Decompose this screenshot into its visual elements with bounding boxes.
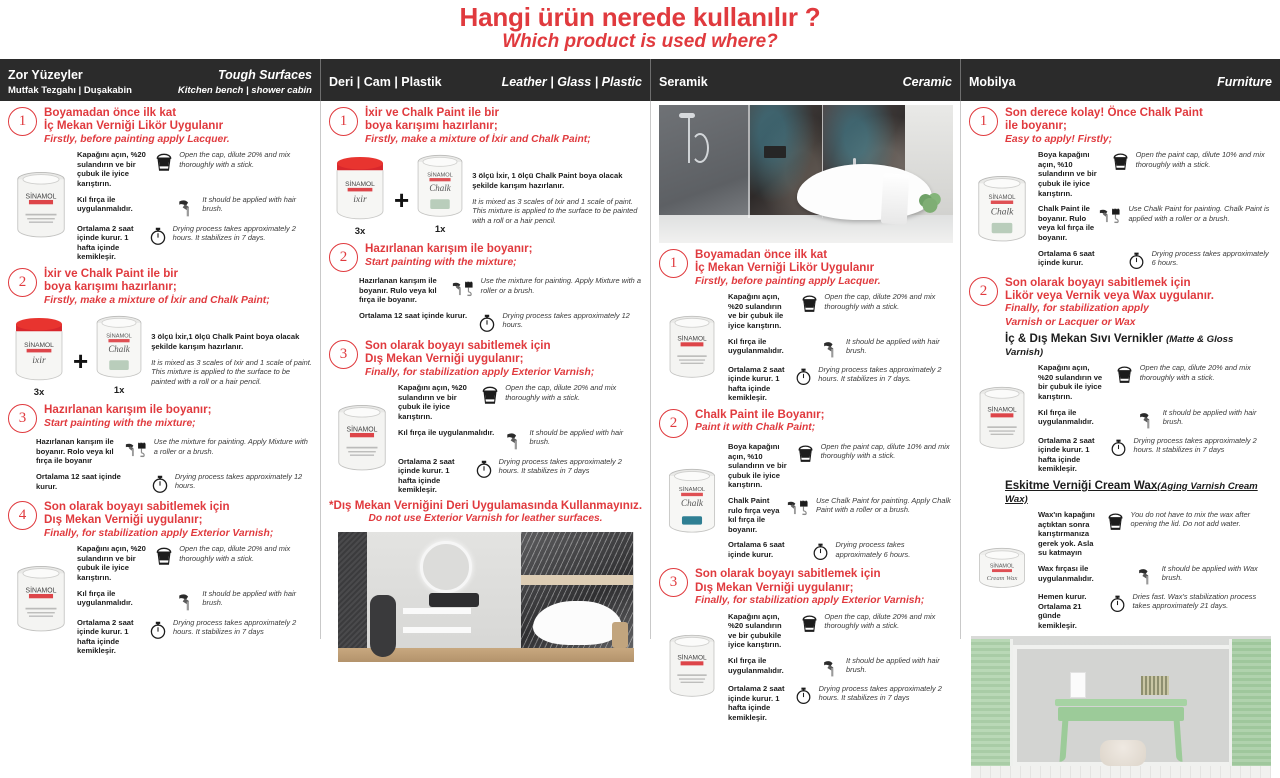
paint-brush-icon bbox=[172, 589, 202, 612]
instruction-line bbox=[77, 150, 312, 188]
column-furniture bbox=[960, 101, 1280, 639]
step-title-tr: Hazırlanan karışım ile boyanır; bbox=[44, 403, 212, 417]
step-title-tr-2: İç Mekan Verniği Likör Uygulanır bbox=[44, 119, 224, 133]
instruction-tr: Kapağını açın, %20 sulandırın ve bir çubuk ile iyice karıştırın. bbox=[77, 544, 146, 582]
instruction-tr: Kapağını açın, %20 sulandırın ve bir çubuk ile iyice karıştırın. bbox=[1038, 363, 1103, 401]
paint-brush-icon bbox=[1132, 564, 1162, 586]
instruction-tr: Hazırlanan karışım ile boyanır. Rolo veya kıl fırça ile boyanır bbox=[36, 437, 114, 466]
step-block bbox=[321, 237, 650, 334]
instruction-en: Open the cap, dilute 20% and mix thoroughly with a stick. bbox=[179, 544, 291, 563]
step-block bbox=[651, 562, 960, 722]
instruction-en: It should be applied with Wax brush. bbox=[1161, 563, 1258, 583]
roller-brush-icon bbox=[1098, 204, 1128, 227]
instruction-tr: Ortalama 6 saat içinde kurur. bbox=[728, 540, 785, 559]
paint-can-varnish-icon bbox=[331, 383, 393, 495]
step-number: 2 bbox=[969, 277, 998, 306]
instruction-en: Drying process takes approximately 2 hours. It stabilizes in 7 days bbox=[498, 456, 622, 475]
instruction-tr: Boya kapağını açın, %10 sulandırın ve bir çubuk ile iyice karıştırın. bbox=[1038, 150, 1097, 198]
step-title-tr: Son olarak boyayı sabitlemek için bbox=[695, 567, 881, 581]
step-title-en: Start painting with the mixture; bbox=[44, 417, 196, 429]
step-title-tr-2: Dış Mekan Verniği uygulanır; bbox=[695, 580, 854, 594]
wax-tin-icon bbox=[971, 510, 1033, 630]
instruction-en: Drying process takes approximately 2 hours. It stabilizes in 7 days bbox=[1133, 435, 1257, 454]
warning-note bbox=[321, 495, 650, 527]
instruction-en: Dries fast. Wax's stabilization process takes approximately 21 days. bbox=[1132, 591, 1257, 611]
stopwatch-icon bbox=[806, 540, 836, 562]
instruction-tr: Kıl fırça ile uygulanmalıdır. bbox=[398, 427, 495, 437]
column-tough-surfaces bbox=[0, 101, 320, 656]
ixir-jar-icon bbox=[10, 310, 68, 398]
instruction-line bbox=[728, 365, 952, 403]
instruction-en: Use the mixture for painting. Apply Mixture with a roller or a brush. bbox=[480, 276, 641, 295]
columns-container bbox=[0, 101, 1280, 722]
header-tr-sub: Mutfak Tezgahı | Duşakabin bbox=[8, 85, 132, 96]
instruction-line bbox=[728, 442, 952, 490]
header-column-furniture bbox=[960, 59, 1280, 101]
instruction-en: Use Chalk Paint for painting. Chalk Paint is applied with a roller or a brush. bbox=[1128, 204, 1270, 223]
instruction-tr: Wax'ın kapağını açtıktan sonra karıştırmanıza gerek yok. Asla su katmayın bbox=[1038, 509, 1095, 558]
paint-bucket-icon bbox=[1101, 510, 1131, 532]
instruction-line bbox=[359, 311, 642, 334]
header-en-sub: Kitchen bench | shower cabin bbox=[177, 85, 312, 96]
paint-can-varnish-icon bbox=[971, 363, 1033, 474]
step-number: 1 bbox=[659, 249, 688, 278]
note-en: Do not use Exterior Varnish for leather surfaces. bbox=[368, 512, 603, 524]
step-title-tr: Chalk Paint ile Boyanır; bbox=[695, 407, 825, 421]
instruction-en: It should be applied with hair brush. bbox=[1162, 407, 1257, 426]
paint-can-lacquer-icon bbox=[661, 292, 723, 403]
step-title-en: Finally, for stabilization apply Exterior Varnish; bbox=[365, 366, 595, 378]
title-english: Which product is used where? bbox=[502, 31, 778, 52]
plus-sign: + bbox=[73, 346, 89, 377]
paint-can-varnish-icon bbox=[661, 612, 723, 723]
header-en-main: Tough Surfaces bbox=[218, 68, 312, 82]
header-column-tough-surfaces bbox=[0, 59, 320, 101]
step-title-en-1: Finally, for stabilization apply bbox=[1005, 303, 1149, 315]
stopwatch-icon bbox=[145, 472, 175, 495]
step-block bbox=[321, 334, 650, 495]
instruction-tr: Kapağını açın, %20 sulandırın ve bir çubuk ile iyice karıştırın. bbox=[728, 292, 784, 330]
instruction-en: Open the cap, dilute 20% and mix thoroughly with a stick. bbox=[505, 383, 617, 402]
step-title-tr-2: boya karışımı hazırlanır; bbox=[44, 280, 177, 294]
roller-brush-icon bbox=[124, 437, 154, 462]
step-title-en: Paint it with Chalk Paint; bbox=[695, 422, 816, 434]
category-header-bar bbox=[0, 59, 1280, 101]
can-a-quantity: 3x bbox=[354, 226, 366, 238]
instruction-line bbox=[398, 428, 642, 451]
instruction-en: It should be applied with hair brush. bbox=[529, 427, 624, 446]
step-block bbox=[321, 101, 650, 237]
instruction-en: Drying process takes approximately 2 hours. It stabilizes in 7 days. bbox=[172, 223, 296, 242]
instruction-line bbox=[728, 292, 952, 330]
paint-can-varnish-icon bbox=[10, 544, 72, 656]
step-block bbox=[0, 495, 320, 656]
instruction-line bbox=[1038, 408, 1272, 430]
instruction-tr: Ortalama 2 saat içinde kurur. 1 hafta içinde kemikleşir. bbox=[398, 456, 455, 495]
instruction-tr: Chalk Paint rulo fırça veya kıl fırça ile boyanır. bbox=[728, 495, 780, 534]
title-turkish: Hangi ürün nerede kullanılır ? bbox=[459, 2, 821, 32]
step-block bbox=[651, 403, 960, 562]
instruction-en: Drying process takes approximately 12 hours. bbox=[174, 471, 303, 491]
stopwatch-icon bbox=[472, 311, 502, 334]
step-block bbox=[961, 101, 1280, 271]
instruction-tr: Kapağını açın, %20 sulandırın ve bir çubuk ile iyice karıştırın. bbox=[398, 383, 467, 421]
instruction-line bbox=[1038, 363, 1272, 401]
paint-brush-icon bbox=[172, 195, 202, 218]
instruction-line bbox=[77, 544, 312, 582]
step-title-en: Easy to apply! Firstly; bbox=[1005, 133, 1113, 145]
header-tr-main: Deri | Cam | Plastik bbox=[329, 75, 442, 89]
instruction-tr: Kapağını açın, %20 sulandırın ve bir çubuk ile iyice karıştırın. bbox=[77, 150, 146, 188]
step-title-en: Firstly, make a mixture of İxir and Chalk Paint; bbox=[365, 133, 591, 145]
green-console-table-interior-photo bbox=[971, 636, 1271, 778]
can-a-quantity: 3x bbox=[33, 387, 45, 399]
bathroom-toilet-sink-tub-photo bbox=[338, 532, 634, 662]
paint-brush-icon bbox=[816, 337, 846, 359]
stopwatch-icon bbox=[1102, 592, 1132, 614]
chalk-paint-can-icon bbox=[661, 442, 723, 562]
stopwatch-icon bbox=[789, 684, 819, 706]
step-title-tr: İxir ve Chalk Paint ile bir bbox=[44, 266, 179, 280]
paint-bucket-icon bbox=[794, 612, 824, 634]
subhead-tr: Eskitme Verniği Cream Wax bbox=[1005, 478, 1158, 492]
subsection-heading-cream-wax bbox=[969, 474, 1272, 506]
instruction-en: Use Chalk Paint for painting. Apply Chalk Paint with a roller or a brush. bbox=[815, 495, 951, 515]
instruction-line bbox=[77, 195, 312, 218]
instruction-line bbox=[1038, 436, 1272, 474]
header-column-ceramic bbox=[650, 59, 960, 101]
instruction-tr: Wax fırçası ile uygulanmalıdır. bbox=[1038, 563, 1094, 583]
mix-instruction-en: It is mixed as 3 scales of Ixir and 1 scale of paint. This mixture is applied to the surface to be painted with a roll or a hair pencil. bbox=[472, 196, 638, 225]
instruction-line bbox=[728, 612, 952, 650]
step-title-tr: Son derece kolay! Önce Chalk Paint bbox=[1005, 106, 1203, 119]
instruction-line bbox=[728, 656, 952, 678]
instruction-tr: Ortalama 12 saat içinde kurur. bbox=[36, 471, 121, 491]
step-block bbox=[0, 398, 320, 495]
instruction-line bbox=[1038, 510, 1272, 558]
plus-sign: + bbox=[394, 185, 410, 216]
stopwatch-icon bbox=[143, 224, 173, 247]
instruction-line bbox=[77, 224, 312, 262]
step-title-tr-2: Dış Mekan Verniği uygulanır; bbox=[365, 352, 524, 366]
paint-bucket-icon bbox=[1106, 150, 1136, 172]
step-title-tr: Boyamadan önce ilk kat bbox=[695, 248, 828, 261]
chalk-paint-can-icon bbox=[971, 150, 1033, 270]
instruction-en: It should be applied with hair brush. bbox=[846, 336, 940, 355]
step-title-en: Firstly, before painting apply Lacquer. bbox=[44, 133, 230, 145]
instruction-tr: Hemen kurur. Ortalama 21 günde kemikleşir. bbox=[1038, 591, 1087, 630]
can-b-quantity: 1x bbox=[434, 224, 446, 236]
ixir-jar-icon bbox=[331, 149, 389, 237]
mix-instruction-tr: 3 ölçü İxir, 1 ölçü Chalk Paint boya olacak şekilde karışım hazırlanır. bbox=[472, 171, 623, 191]
instruction-line bbox=[1038, 564, 1272, 586]
stopwatch-icon bbox=[1104, 436, 1134, 458]
stopwatch-icon bbox=[469, 457, 499, 480]
instruction-en: Drying process takes approximately 2 hours. It stabilizes in 7 days. bbox=[818, 364, 942, 383]
instruction-line bbox=[1038, 249, 1272, 271]
instruction-tr: Ortalama 2 saat içinde kurur. 1 hafta içinde kemikleşir. bbox=[728, 364, 785, 403]
step-number: 2 bbox=[329, 243, 358, 272]
instruction-tr: Ortalama 2 saat içinde kurur. 1 hafta içinde kemikleşir. bbox=[1038, 435, 1095, 474]
instruction-en: Use the mixture for painting. Apply Mixture with a roller or a brush. bbox=[153, 437, 308, 456]
subsection-heading-liquid-varnish bbox=[969, 329, 1272, 359]
paint-can-lacquer-icon bbox=[10, 150, 72, 262]
instruction-tr: Kapağını açın, %20 sulandırın ve bir çubukile iyice karıştırın. bbox=[728, 611, 782, 650]
step-title-en: Finally, for stabilization apply Exterior Varnish; bbox=[695, 595, 925, 607]
instruction-line bbox=[398, 457, 642, 495]
instruction-en: Drying process takes approximately 12 hours. bbox=[502, 311, 630, 330]
instruction-tr: Ortalama 2 saat içinde kurur. 1 hafta içinde kemikleşir. bbox=[77, 223, 134, 262]
page-title bbox=[0, 0, 1280, 58]
stopwatch-icon bbox=[1122, 249, 1152, 271]
instruction-tr: Kıl fırça ile uygulanmalıdır. bbox=[77, 194, 133, 214]
instruction-line bbox=[359, 276, 642, 305]
instruction-line bbox=[728, 540, 952, 562]
paint-bucket-icon bbox=[149, 544, 179, 567]
instruction-line bbox=[1038, 150, 1272, 198]
step-title-en: Start painting with the mixture; bbox=[365, 256, 517, 268]
instruction-en: Open the cap, dilute 20% and mix thoroughly with a stick. bbox=[824, 611, 936, 630]
step-block bbox=[0, 262, 320, 398]
step-number: 4 bbox=[8, 501, 37, 530]
step-title-en: Finally, for stabilization apply Exterior Varnish; bbox=[44, 527, 274, 539]
header-column-leather-glass-plastic bbox=[320, 59, 650, 101]
mix-instruction-en: It is mixed as 3 scales of Ixir and 1 scale of paint. This mixture is applied to the surface to be painted with a roll or a hair pencil. bbox=[151, 357, 312, 386]
instruction-en: Drying process takes approximately 6 hours. bbox=[1151, 248, 1269, 267]
instruction-tr: Kıl fırça ile uygulanmalıdır. bbox=[728, 336, 784, 356]
instruction-line bbox=[77, 589, 312, 612]
step-title-tr: Son olarak boyayı sabitlemek için bbox=[365, 339, 551, 352]
instruction-line bbox=[36, 437, 312, 466]
step-number: 1 bbox=[329, 107, 358, 136]
step-title-tr-2: Dış Mekan Verniği uygulanır; bbox=[44, 513, 203, 527]
step-title-tr: Son olarak boyayı sabitlemek için bbox=[44, 499, 230, 513]
instruction-en: You do not have to mix the wax after opening the lid. Do not add water. bbox=[1130, 509, 1251, 529]
instruction-en: Drying process takes approximately 6 hours. bbox=[835, 540, 911, 559]
chalk-paint-can-icon bbox=[414, 151, 466, 235]
step-number: 3 bbox=[329, 340, 358, 369]
instruction-line bbox=[36, 472, 312, 495]
instruction-line bbox=[398, 383, 642, 421]
subhead-en: (Matte & Gloss Varnish) bbox=[1005, 334, 1234, 359]
step-number: 3 bbox=[659, 568, 688, 597]
step-block bbox=[0, 101, 320, 262]
paint-bucket-icon bbox=[149, 150, 179, 173]
instruction-en: Open the cap, dilute 20% and mix thoroughly with a stick. bbox=[1139, 363, 1251, 382]
instruction-en: It should be applied with hair brush. bbox=[846, 655, 940, 675]
step-title-en: Firstly, before painting apply Lacquer. bbox=[695, 275, 881, 287]
subhead-en: (Aging Varnish Cream Wax) bbox=[1005, 480, 1258, 505]
instruction-tr: Ortalama 2 saat içinde kurur. 1 hafta içinde kemikleşir. bbox=[77, 617, 134, 656]
can-b-quantity: 1x bbox=[113, 385, 125, 397]
subhead-tr: İç & Dış Mekan Sıvı Vernikler bbox=[1005, 332, 1167, 346]
header-en-main: Furniture bbox=[1217, 75, 1272, 89]
step-number: 1 bbox=[8, 107, 37, 136]
instruction-en: Open the cap, dilute 20% and mix thoroughly with a stick. bbox=[179, 150, 291, 169]
instruction-en: Open the paint cap, dilute 10% and mix thoroughly with a stick. bbox=[820, 441, 950, 461]
step-number: 2 bbox=[659, 409, 688, 438]
instruction-tr: Chalk Paint ile boyanır. Rulo veya kıl fırça ile boyanır. bbox=[1038, 204, 1095, 242]
instruction-line bbox=[728, 684, 952, 722]
instruction-tr: Kıl fırça ile uygulanmalıdır. bbox=[1038, 407, 1094, 427]
instruction-tr: Ortalama 2 saat içinde kurur. 1 hafta içinde kemikleşir. bbox=[728, 683, 785, 722]
stopwatch-icon bbox=[143, 618, 173, 641]
roller-brush-icon bbox=[451, 276, 481, 301]
instruction-tr: Boya kapağını açın, %10 sulandırın ve bir çubuk ile iyice karıştırın. bbox=[728, 441, 787, 490]
step-number: 1 bbox=[969, 107, 998, 136]
instruction-tr: Hazırlanan karışım ile boyanır. Rulo veya kıl fırça ile boyanır. bbox=[359, 276, 437, 305]
column-ceramic bbox=[650, 101, 960, 722]
step-title-tr: İxir ve Chalk Paint ile bir bbox=[365, 106, 500, 119]
chalk-paint-can-icon bbox=[93, 312, 145, 396]
step-title-en: Firstly, make a mixture of İxir and Chalk Paint; bbox=[44, 294, 270, 306]
column-leather-glass-plastic bbox=[320, 101, 650, 639]
header-tr-main: Seramik bbox=[659, 75, 708, 89]
instruction-tr: Kıl fırça ile uygulanmalıdır. bbox=[77, 588, 133, 608]
step-title-tr: Hazırlanan karışım ile boyanır; bbox=[365, 242, 533, 256]
step-title-tr-2: ile boyanır; bbox=[1005, 119, 1067, 133]
instruction-en: Drying process takes approximately 2 hours. It stabilizes in 7 days bbox=[818, 683, 942, 703]
paint-bucket-icon bbox=[794, 292, 824, 314]
instruction-line bbox=[728, 337, 952, 359]
stopwatch-icon bbox=[788, 365, 818, 387]
paint-brush-icon bbox=[816, 656, 846, 678]
instruction-en: Open the cap, dilute 20% and mix thoroughly with a stick. bbox=[824, 292, 936, 311]
step-block bbox=[651, 243, 960, 403]
paint-bucket-icon bbox=[791, 442, 821, 464]
note-tr: *Dış Mekan Verniğini Deri Uygulamasında Kullanmayınız. bbox=[328, 498, 643, 512]
mix-instruction-tr: 3 ölçü İxir,1 ölçü Chalk Paint boya olacak şekilde karışım hazırlanır. bbox=[151, 332, 300, 351]
paint-bucket-icon bbox=[1110, 363, 1140, 385]
instruction-tr: Ortalama 6 saat içinde kurur. bbox=[1038, 248, 1095, 268]
step-title-tr: Boyamadan önce ilk kat bbox=[44, 106, 177, 119]
step-title-tr-2: Likör veya Vernik veya Wax uygulanır. bbox=[1005, 288, 1215, 302]
step-title-tr-2: boya karışımı hazırlanır; bbox=[365, 119, 498, 133]
header-en-main: Leather | Glass | Plastic bbox=[501, 75, 642, 89]
instruction-line bbox=[1038, 592, 1272, 630]
roller-brush-icon bbox=[786, 496, 816, 519]
instruction-line bbox=[728, 496, 952, 534]
paint-brush-icon bbox=[500, 428, 530, 451]
step-title-tr: Son olarak boyayı sabitlemek için bbox=[1005, 275, 1191, 289]
instruction-tr: Ortalama 12 saat içinde kurur. bbox=[359, 311, 468, 320]
instruction-tr: Kıl fırça ile uygulanmalıdır. bbox=[728, 655, 784, 675]
instruction-en: Drying process takes approximately 2 hours. It stabilizes in 7 days bbox=[173, 617, 297, 636]
instruction-en: Open the paint cap, dilute 10% and mix thoroughly with a stick. bbox=[1135, 150, 1265, 169]
instruction-en: It should be applied with hair brush. bbox=[202, 588, 297, 607]
bathroom-shower-bathtub-photo bbox=[659, 105, 953, 243]
instruction-line bbox=[77, 618, 312, 656]
header-tr-main: Mobilya bbox=[969, 75, 1016, 89]
step-number: 2 bbox=[8, 268, 37, 297]
step-title-en-2: Varnish or Lacquer or Wax bbox=[1005, 316, 1136, 328]
paint-brush-icon bbox=[1133, 408, 1163, 430]
instruction-en: It should be applied with hair brush. bbox=[202, 194, 297, 213]
paint-bucket-icon bbox=[475, 383, 505, 406]
header-en-main: Ceramic bbox=[902, 75, 952, 89]
step-block bbox=[961, 271, 1280, 631]
step-number: 3 bbox=[8, 404, 37, 433]
step-title-tr-2: İç Mekan Verniği Likör Uygulanır bbox=[695, 261, 875, 275]
instruction-line bbox=[1038, 204, 1272, 242]
header-tr-main: Zor Yüzeyler bbox=[8, 68, 83, 82]
